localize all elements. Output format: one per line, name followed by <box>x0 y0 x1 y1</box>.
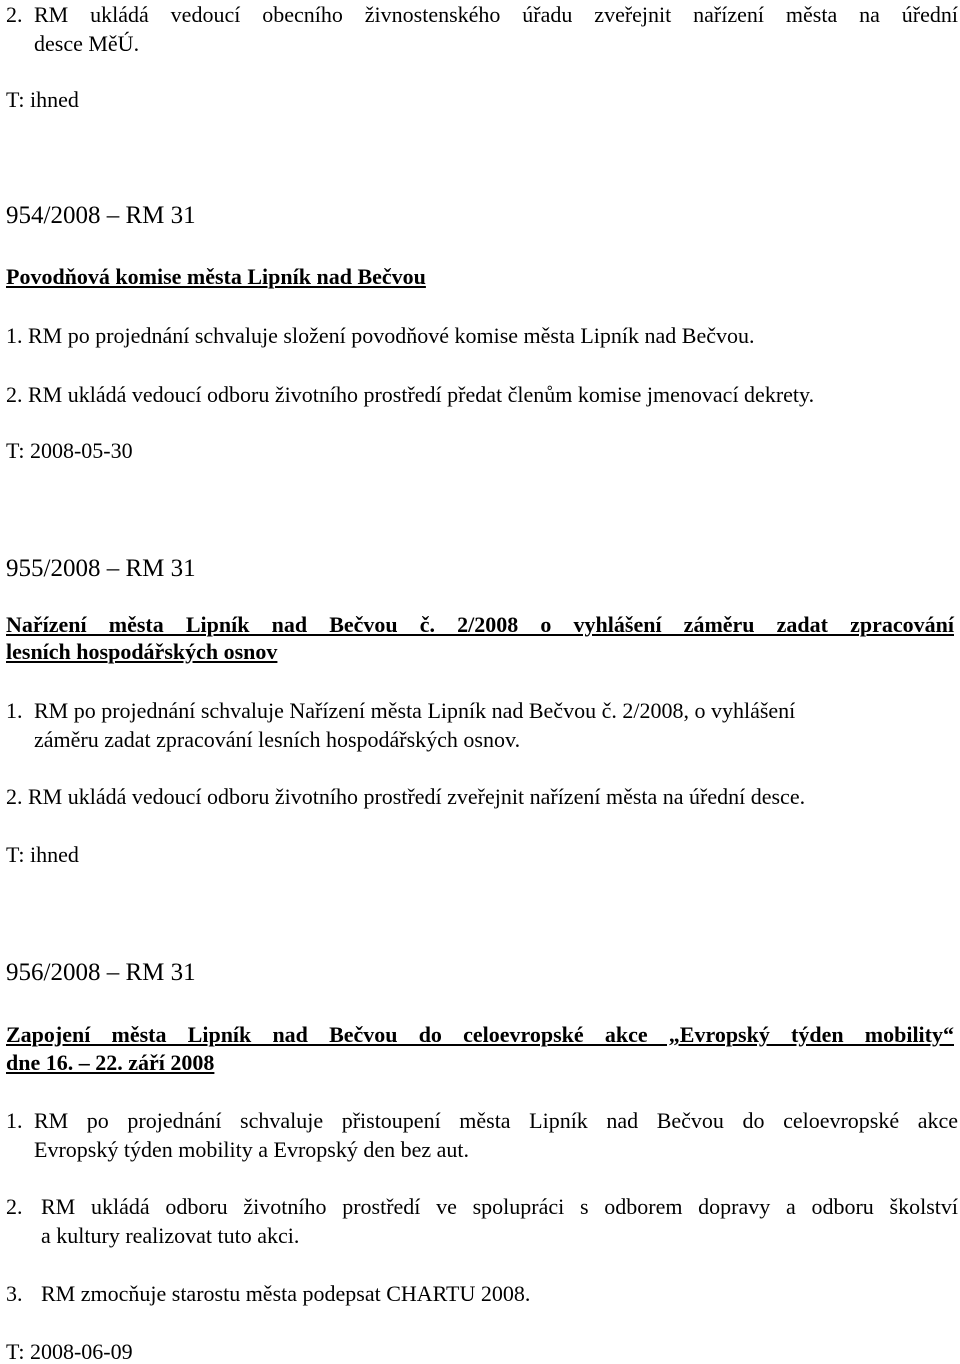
resolution-956-item-2-text-line1: RM ukládá odboru životního prostředí ve spolupráci s odborem dopravy a odboru školství <box>41 1194 958 1219</box>
top-deadline: T: ihned <box>6 87 79 112</box>
top-item-2-number: 2. <box>6 2 23 27</box>
resolution-955-heading: 955/2008 – RM 31 <box>6 555 196 582</box>
resolution-956-item-3-number: 3. <box>6 1281 23 1306</box>
resolution-956-item-3-text: RM zmocňuje starostu města podepsat CHARTU 2008. <box>41 1281 531 1306</box>
resolution-956-item-2-line2: a kultury realizovat tuto akci. <box>41 1223 300 1248</box>
resolution-956-item-1-number: 1. <box>6 1108 23 1133</box>
resolution-955-item-1-line2: záměru zadat zpracování lesních hospodářských osnov. <box>34 727 521 752</box>
resolution-954-item-1: 1. RM po projednání schvaluje složení povodňové komise města Lipník nad Bečvou. <box>6 323 755 348</box>
resolution-956-item-1-line2: Evropský týden mobility a Evropský den bez aut. <box>34 1137 470 1162</box>
resolution-955-title-line2: lesních hospodářských osnov <box>6 639 278 664</box>
resolution-956-item-2-number: 2. <box>6 1194 23 1219</box>
resolution-956-heading: 956/2008 – RM 31 <box>6 959 196 986</box>
top-item-2-text-line2: desce MěÚ. <box>34 31 140 56</box>
resolution-956-item-1-text-line1: RM po projednání schvaluje přistoupení města Lipník nad Bečvou do celoevropské akce <box>34 1108 958 1133</box>
resolution-954-item-2: 2. RM ukládá vedoucí odboru životního prostředí předat členům komise jmenovací dekrety. <box>6 382 815 407</box>
resolution-954-title: Povodňová komise města Lipník nad Bečvou <box>6 264 426 289</box>
top-item-2-line2 <box>34 33 139 55</box>
resolution-954-deadline: T: 2008-05-30 <box>6 438 133 463</box>
resolution-955-item-1-number: 1. <box>6 698 23 723</box>
resolution-956-title-line2: dne 16. – 22. září 2008 <box>6 1050 215 1075</box>
top-item-2-text-line1: RM ukládá vedoucí obecního živnostenského úřadu zveřejnit nařízení města na úřední <box>34 2 958 27</box>
resolution-955-item-2: 2. RM ukládá vedoucí odboru životního prostředí zveřejnit nařízení města na úřední desce. <box>6 784 806 809</box>
resolution-955-deadline: T: ihned <box>6 842 79 867</box>
resolution-955-item-1-text-line1: RM po projednání schvaluje Nařízení města Lipník nad Bečvou č. 2/2008, o vyhlášení <box>34 698 796 723</box>
resolution-954-heading: 954/2008 – RM 31 <box>6 202 196 229</box>
resolution-955-title-line1: Nařízení města Lipník nad Bečvou č. 2/2008 o vyhlášení záměru zadat zpracování <box>6 612 954 637</box>
resolution-956-deadline: T: 2008-06-09 <box>6 1339 133 1364</box>
resolution-956-title-line1: Zapojení města Lipník nad Bečvou do celoevropské akce „Evropský týden mobility“ <box>6 1022 954 1047</box>
